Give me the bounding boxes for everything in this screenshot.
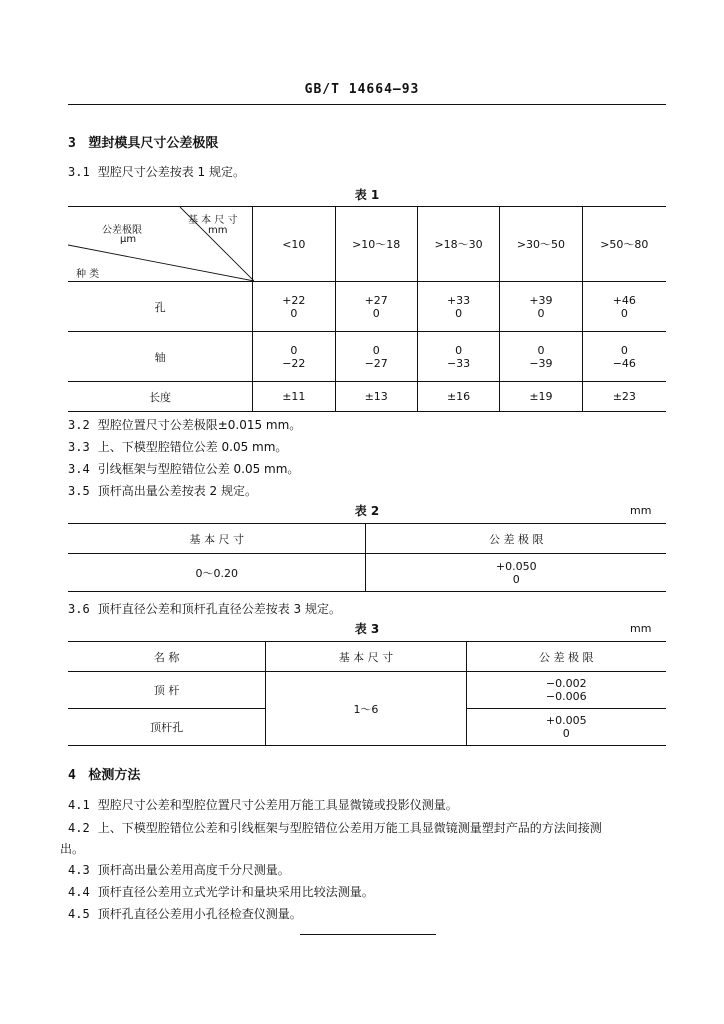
table-cell <box>335 282 417 332</box>
end-rule <box>300 934 436 935</box>
clause-number: 3.1 <box>68 165 90 179</box>
corner-unit-um: μm <box>120 234 137 245</box>
section-4-number: 4 <box>68 768 76 783</box>
upper-value: 0 <box>290 343 298 357</box>
clause-number: 4.1 <box>68 798 90 812</box>
table-cell <box>417 282 499 332</box>
lower-value: −39 <box>529 356 553 370</box>
table-3-unit: mm <box>630 622 652 635</box>
clause-3-4 <box>68 460 299 477</box>
clause-number: 4.5 <box>68 907 90 921</box>
document-header: GB/T 14664—93 <box>304 82 420 97</box>
clause-text: 引线框架与型腔错位公差 0.05 mm。 <box>97 462 300 476</box>
table-row <box>68 282 666 332</box>
lower-value: 0 <box>620 306 628 320</box>
table-2-caption: 表 2 <box>354 504 380 518</box>
lower-value: −46 <box>612 356 636 370</box>
table-cell <box>417 332 499 382</box>
row-label: 长度 <box>68 382 253 412</box>
table-row <box>68 382 666 412</box>
table-cell <box>582 332 666 382</box>
table-cell: ±13 <box>335 382 417 412</box>
clause-4-2-continuation: 出。 <box>60 842 85 856</box>
section-3-title: 塑封模具尺寸公差极限 <box>88 136 219 151</box>
clause-text: 顶杆直径公差和顶杆孔直径公差按表 3 规定。 <box>97 602 341 616</box>
clause-text: 型腔尺寸公差和型腔位置尺寸公差用万能工具显微镜或投影仪测量。 <box>97 798 458 812</box>
section-3-heading <box>68 132 218 151</box>
upper-value: +39 <box>529 293 553 307</box>
clause-3-2 <box>68 416 301 433</box>
upper-value: +22 <box>282 293 306 307</box>
table-3 <box>68 641 666 746</box>
row-label: 顶杆孔 <box>68 709 266 746</box>
column-header: >50～80 <box>582 207 666 282</box>
table-cell: ±11 <box>253 382 335 412</box>
table-cell <box>466 709 666 746</box>
clause-number: 3.3 <box>68 440 90 454</box>
clause-text: 顶杆孔直径公差用小孔径检查仪测量。 <box>97 907 302 921</box>
clause-number: 4.4 <box>68 885 90 899</box>
table-cell: 1～6 <box>266 672 466 746</box>
upper-value: +0.005 <box>545 714 587 727</box>
clause-3-1 <box>68 163 245 180</box>
upper-value: 0 <box>620 343 628 357</box>
clause-4-5 <box>68 905 302 922</box>
table-cell <box>500 282 582 332</box>
clause-text: 型腔尺寸公差按表 1 规定。 <box>97 165 245 179</box>
clause-text: 型腔位置尺寸公差极限±0.015 mm。 <box>97 418 302 432</box>
clause-4-3 <box>68 861 290 878</box>
lower-value: 0 <box>290 306 298 320</box>
table-row <box>68 672 666 709</box>
column-header: >10～18 <box>335 207 417 282</box>
table-cell <box>582 282 666 332</box>
clause-text: 顶杆高出量公差用高度千分尺测量。 <box>97 863 290 877</box>
upper-value: +27 <box>364 293 388 307</box>
row-label: 轴 <box>68 332 253 382</box>
upper-value: +46 <box>612 293 636 307</box>
table-cell: ±23 <box>582 382 666 412</box>
column-header: >18～30 <box>417 207 499 282</box>
column-header: 基 本 尺 寸 <box>68 524 366 554</box>
corner-type-label: 种 类 <box>76 269 100 280</box>
lower-value: 0 <box>562 727 570 740</box>
column-header: 公 差 极 限 <box>366 524 666 554</box>
column-header: <10 <box>253 207 335 282</box>
corner-unit-mm: mm <box>208 225 228 236</box>
lower-value: 0 <box>455 306 463 320</box>
table-cell <box>466 672 666 709</box>
lower-value: 0 <box>512 572 520 586</box>
clause-number: 4.3 <box>68 863 90 877</box>
header-rule <box>68 104 666 105</box>
clause-number: 3.4 <box>68 462 90 476</box>
clause-4-2 <box>68 819 668 836</box>
clause-text: 顶杆直径公差用立式光学计和量块采用比较法测量。 <box>97 885 374 899</box>
table-cell: 0～0.20 <box>68 554 366 592</box>
lower-value: −0.006 <box>545 690 587 703</box>
table-1 <box>68 206 666 412</box>
column-header: >30～50 <box>500 207 582 282</box>
table-1-caption: 表 1 <box>354 188 380 202</box>
table-cell <box>335 332 417 382</box>
upper-value: −0.002 <box>545 677 587 690</box>
corner-tolerance-label: 公差极限 <box>102 225 142 236</box>
lower-value: 0 <box>537 306 545 320</box>
clause-text: 顶杆高出量公差按表 2 规定。 <box>97 484 257 498</box>
upper-value: 0 <box>455 343 463 357</box>
table-3-caption: 表 3 <box>354 622 380 636</box>
clause-3-6 <box>68 600 341 617</box>
table-row <box>68 332 666 382</box>
section-3-number: 3 <box>68 136 76 151</box>
clause-number: 3.2 <box>68 418 90 432</box>
table-cell <box>500 332 582 382</box>
lower-value: −27 <box>364 356 388 370</box>
clause-number: 3.6 <box>68 602 90 616</box>
clause-number: 4.2 <box>68 821 90 835</box>
table-cell: ±16 <box>417 382 499 412</box>
column-header: 基 本 尺 寸 <box>266 642 466 672</box>
clause-3-5 <box>68 482 257 499</box>
upper-value: +0.050 <box>495 559 537 573</box>
clause-4-4 <box>68 883 374 900</box>
section-4-heading <box>68 764 140 783</box>
upper-value: 0 <box>372 343 380 357</box>
upper-value: +33 <box>446 293 471 307</box>
section-4-title: 检测方法 <box>88 768 141 783</box>
lower-value: 0 <box>372 306 380 320</box>
clause-number: 3.5 <box>68 484 90 498</box>
table-1-corner-cell <box>68 207 253 282</box>
row-label: 顶 杆 <box>68 672 266 709</box>
clause-text: 上、下模型腔错位公差和引线框架与型腔错位公差用万能工具显微镜测量塑封产品的方法间接测 <box>97 821 602 835</box>
table-row <box>68 554 666 592</box>
row-label: 孔 <box>68 282 253 332</box>
column-header: 公 差 极 限 <box>466 642 666 672</box>
table-2 <box>68 523 666 592</box>
table-cell <box>366 554 666 592</box>
clause-4-1 <box>68 796 458 813</box>
lower-value: −33 <box>446 356 471 370</box>
clause-text: 上、下模型腔错位公差 0.05 mm。 <box>97 440 288 454</box>
upper-value: 0 <box>537 343 545 357</box>
clause-3-3 <box>68 438 287 455</box>
column-header: 名 称 <box>68 642 266 672</box>
table-cell <box>253 282 335 332</box>
corner-basic-size-label: 基 本 尺 寸 <box>188 215 238 226</box>
table-cell <box>253 332 335 382</box>
lower-value: −22 <box>282 356 306 370</box>
table-cell: ±19 <box>500 382 582 412</box>
table-2-unit: mm <box>630 504 652 517</box>
